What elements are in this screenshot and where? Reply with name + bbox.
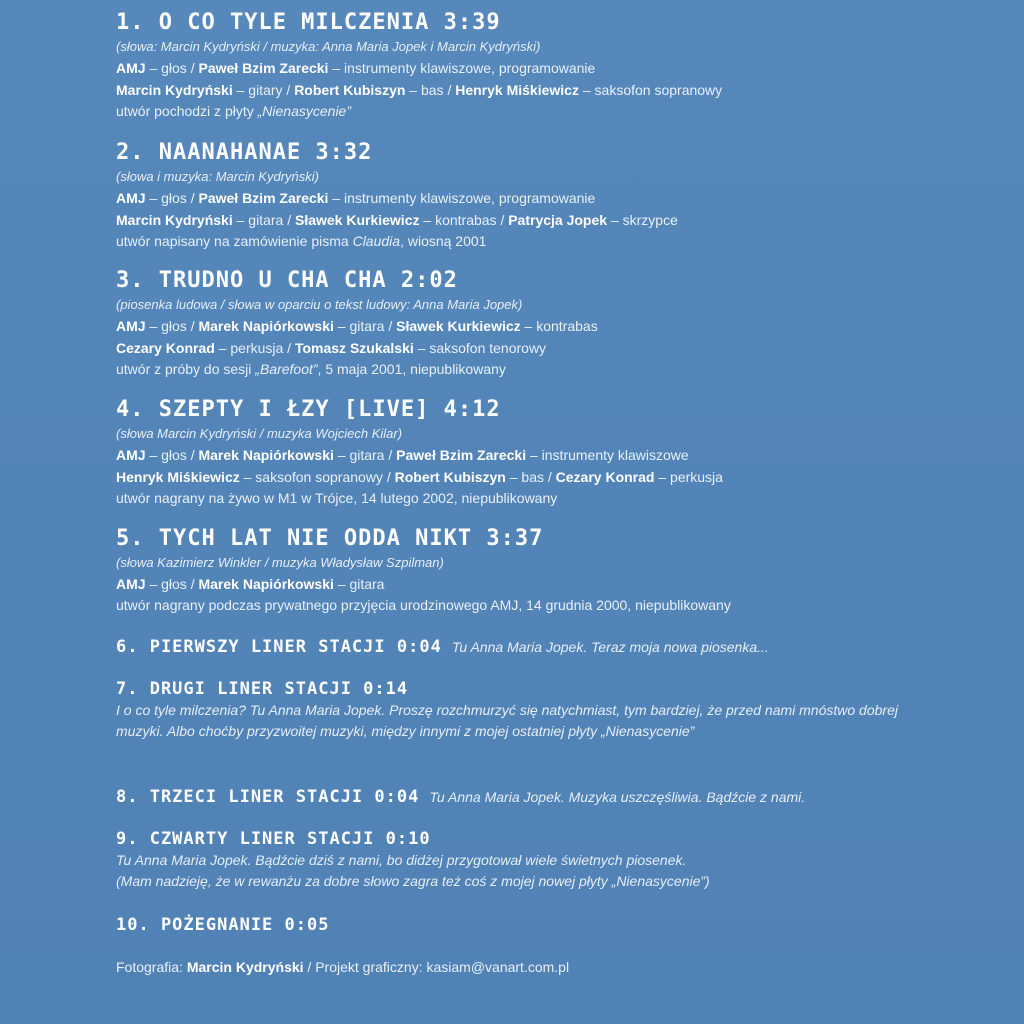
performer-name: Robert Kubiszyn [294, 82, 406, 98]
track-title: 4. SZEPTY I ŁZY [LIVE] 4:12 [116, 397, 501, 422]
role-text: – perkusja / [214, 340, 295, 356]
photo-label: Fotografia: [116, 959, 187, 975]
track-8 [116, 786, 996, 808]
role-text: – głos / [145, 318, 199, 334]
performer-name: AMJ [116, 60, 146, 76]
track-credits: (słowa Kazimierz Winkler / muzyka Władysław Szpilman) [116, 555, 444, 570]
track-9 [116, 828, 996, 892]
performer-name: Marek Napiórkowski [198, 447, 334, 463]
photographer-name: Marcin Kydryński [186, 959, 304, 975]
role-text: – bas / [505, 469, 556, 485]
performer-name: Paweł Bzim Zarecki [396, 447, 527, 463]
track-10 [116, 914, 996, 936]
performer-name: Henryk Miśkiewicz [455, 82, 579, 98]
performers-line [116, 444, 996, 466]
performers-line [116, 57, 996, 79]
track-note: utwór napisany na zamówienie pisma Claudia, wiosną 2001 [116, 233, 487, 249]
performer-name: Marek Napiórkowski [198, 576, 334, 592]
role-text: – saksofon sopranowy / [239, 469, 395, 485]
track-credits: (słowa: Marcin Kydryński / muzyka: Anna Maria Jopek i Marcin Kydryński) [116, 39, 541, 54]
track-title: 10. POŻEGNANIE 0:05 [116, 915, 330, 935]
jingle-text: Tu Anna Maria Jopek. Bądźcie dziś z nami, bo didżej przygotował wiele świetnych piosenek. [116, 852, 687, 868]
role-text: – instrumenty klawiszowe, programowanie [328, 190, 596, 206]
performer-name: Patrycja Jopek [508, 212, 608, 228]
track-credits: (słowa Marcin Kydryński / muzyka Wojciech Kilar) [116, 426, 403, 441]
performers-line [116, 315, 996, 337]
role-text: – gitary / [232, 82, 295, 98]
performer-name: AMJ [116, 447, 146, 463]
role-text: – saksofon tenorowy [413, 340, 547, 356]
jingle-text: Tu Anna Maria Jopek. Muzyka uszczęśliwia. Bądźcie z nami. [429, 789, 806, 805]
track-note: utwór nagrany na żywo w M1 w Trójce, 14 lutego 2002, niepublikowany [116, 490, 558, 506]
role-text: – głos / [145, 190, 199, 206]
performer-name: AMJ [116, 190, 146, 206]
role-text: – kontrabas / [419, 212, 509, 228]
track-credits: (piosenka ludowa / słowa w oparciu o tekst ludowy: Anna Maria Jopek) [116, 297, 523, 312]
role-text: – gitara [333, 576, 385, 592]
performer-name: Marcin Kydryński [116, 82, 233, 98]
role-text: – gitara / [333, 447, 397, 463]
role-text: – bas / [405, 82, 456, 98]
role-text: – instrumenty klawiszowe [526, 447, 689, 463]
track-title: 8. TRZECI LINER STACJI 0:04 Tu Anna Maria Jopek. Muzyka uszczęśliwia. Bądźcie z nami. [116, 787, 806, 807]
performer-name: Paweł Bzim Zarecki [198, 60, 329, 76]
role-text: – skrzypce [607, 212, 678, 228]
performers-line [116, 466, 996, 488]
track-title: 6. PIERWSZY LINER STACJI 0:04 Tu Anna Maria Jopek. Teraz moja nowa piosenka... [116, 637, 769, 657]
track-title: 1. O CO TYLE MILCZENIA 3:39 [116, 10, 501, 35]
track-title: 9. CZWARTY LINER STACJI 0:10 [116, 829, 431, 849]
track-note: utwór z próby do sesji „Barefoot”, 5 maja 2001, niepublikowany [116, 361, 506, 377]
track-4 [116, 397, 996, 509]
track-6 [116, 636, 996, 658]
performer-name: Cezary Konrad [555, 469, 655, 485]
role-text: – saksofon sopranowy [578, 82, 723, 98]
role-text: – kontrabas [520, 318, 598, 334]
performer-name: Henryk Miśkiewicz [116, 469, 240, 485]
performers-line [116, 337, 996, 359]
design-credit: / Projekt graficzny: kasiam@vanart.com.pl [303, 959, 570, 975]
performer-name: Marcin Kydryński [116, 212, 233, 228]
performer-name: Paweł Bzim Zarecki [198, 190, 329, 206]
track-5 [116, 526, 996, 616]
jingle-text: I o co tyle milczenia? Tu Anna Maria Jopek. Proszę rozchmurzyć się natychmiast, tym bardziej, że przed nami mnóstwo dobrej muzyki. Albo choćby przyzwoitej muzyki, między innymi z mojej ostatniej płyty „Nienasycenie” [116, 702, 898, 739]
track-title: 7. DRUGI LINER STACJI 0:14 [116, 679, 409, 699]
role-text: – głos / [145, 60, 199, 76]
role-text: – perkusja [654, 469, 723, 485]
performer-name: Cezary Konrad [116, 340, 215, 356]
track-credits: (słowa i muzyka: Marcin Kydryński) [116, 169, 319, 184]
jingle-text: Tu Anna Maria Jopek. Teraz moja nowa piosenka... [451, 639, 769, 655]
performers-line [116, 79, 996, 101]
role-text: – gitara / [333, 318, 397, 334]
performer-name: Marek Napiórkowski [198, 318, 334, 334]
jingle-text-2: (Mam nadzieję, że w rewanżu za dobre słowo zagra też coś z mojej nowej płyty „Nienasycenie”) [116, 873, 710, 889]
performer-name: Robert Kubiszyn [394, 469, 506, 485]
performer-name: AMJ [116, 318, 146, 334]
track-2 [116, 140, 996, 252]
performer-name: Sławek Kurkiewicz [294, 212, 420, 228]
role-text: – głos / [145, 447, 199, 463]
track-title: 5. TYCH LAT NIE ODDA NIKT 3:37 [116, 526, 544, 551]
track-3 [116, 268, 996, 380]
track-note: utwór pochodzi z płyty „Nienasycenie” [116, 103, 351, 119]
role-text: – głos / [145, 576, 199, 592]
track-7 [116, 678, 996, 742]
track-title: 3. TRUDNO U CHA CHA 2:02 [116, 268, 458, 293]
performers-line [116, 209, 996, 231]
track-note: utwór nagrany podczas prywatnego przyjęcia urodzinowego AMJ, 14 grudnia 2000, niepublikowany [116, 597, 731, 613]
track-title: 2. NAANAHANAE 3:32 [116, 140, 373, 165]
performer-name: Tomasz Szukalski [294, 340, 414, 356]
performers-line [116, 187, 996, 209]
footer-credits [116, 959, 569, 975]
performer-name: Sławek Kurkiewicz [396, 318, 521, 334]
role-text: – gitara / [232, 212, 295, 228]
performers-line [116, 573, 996, 595]
role-text: – instrumenty klawiszowe, programowanie [328, 60, 596, 76]
track-1 [116, 10, 996, 122]
performer-name: AMJ [116, 576, 146, 592]
